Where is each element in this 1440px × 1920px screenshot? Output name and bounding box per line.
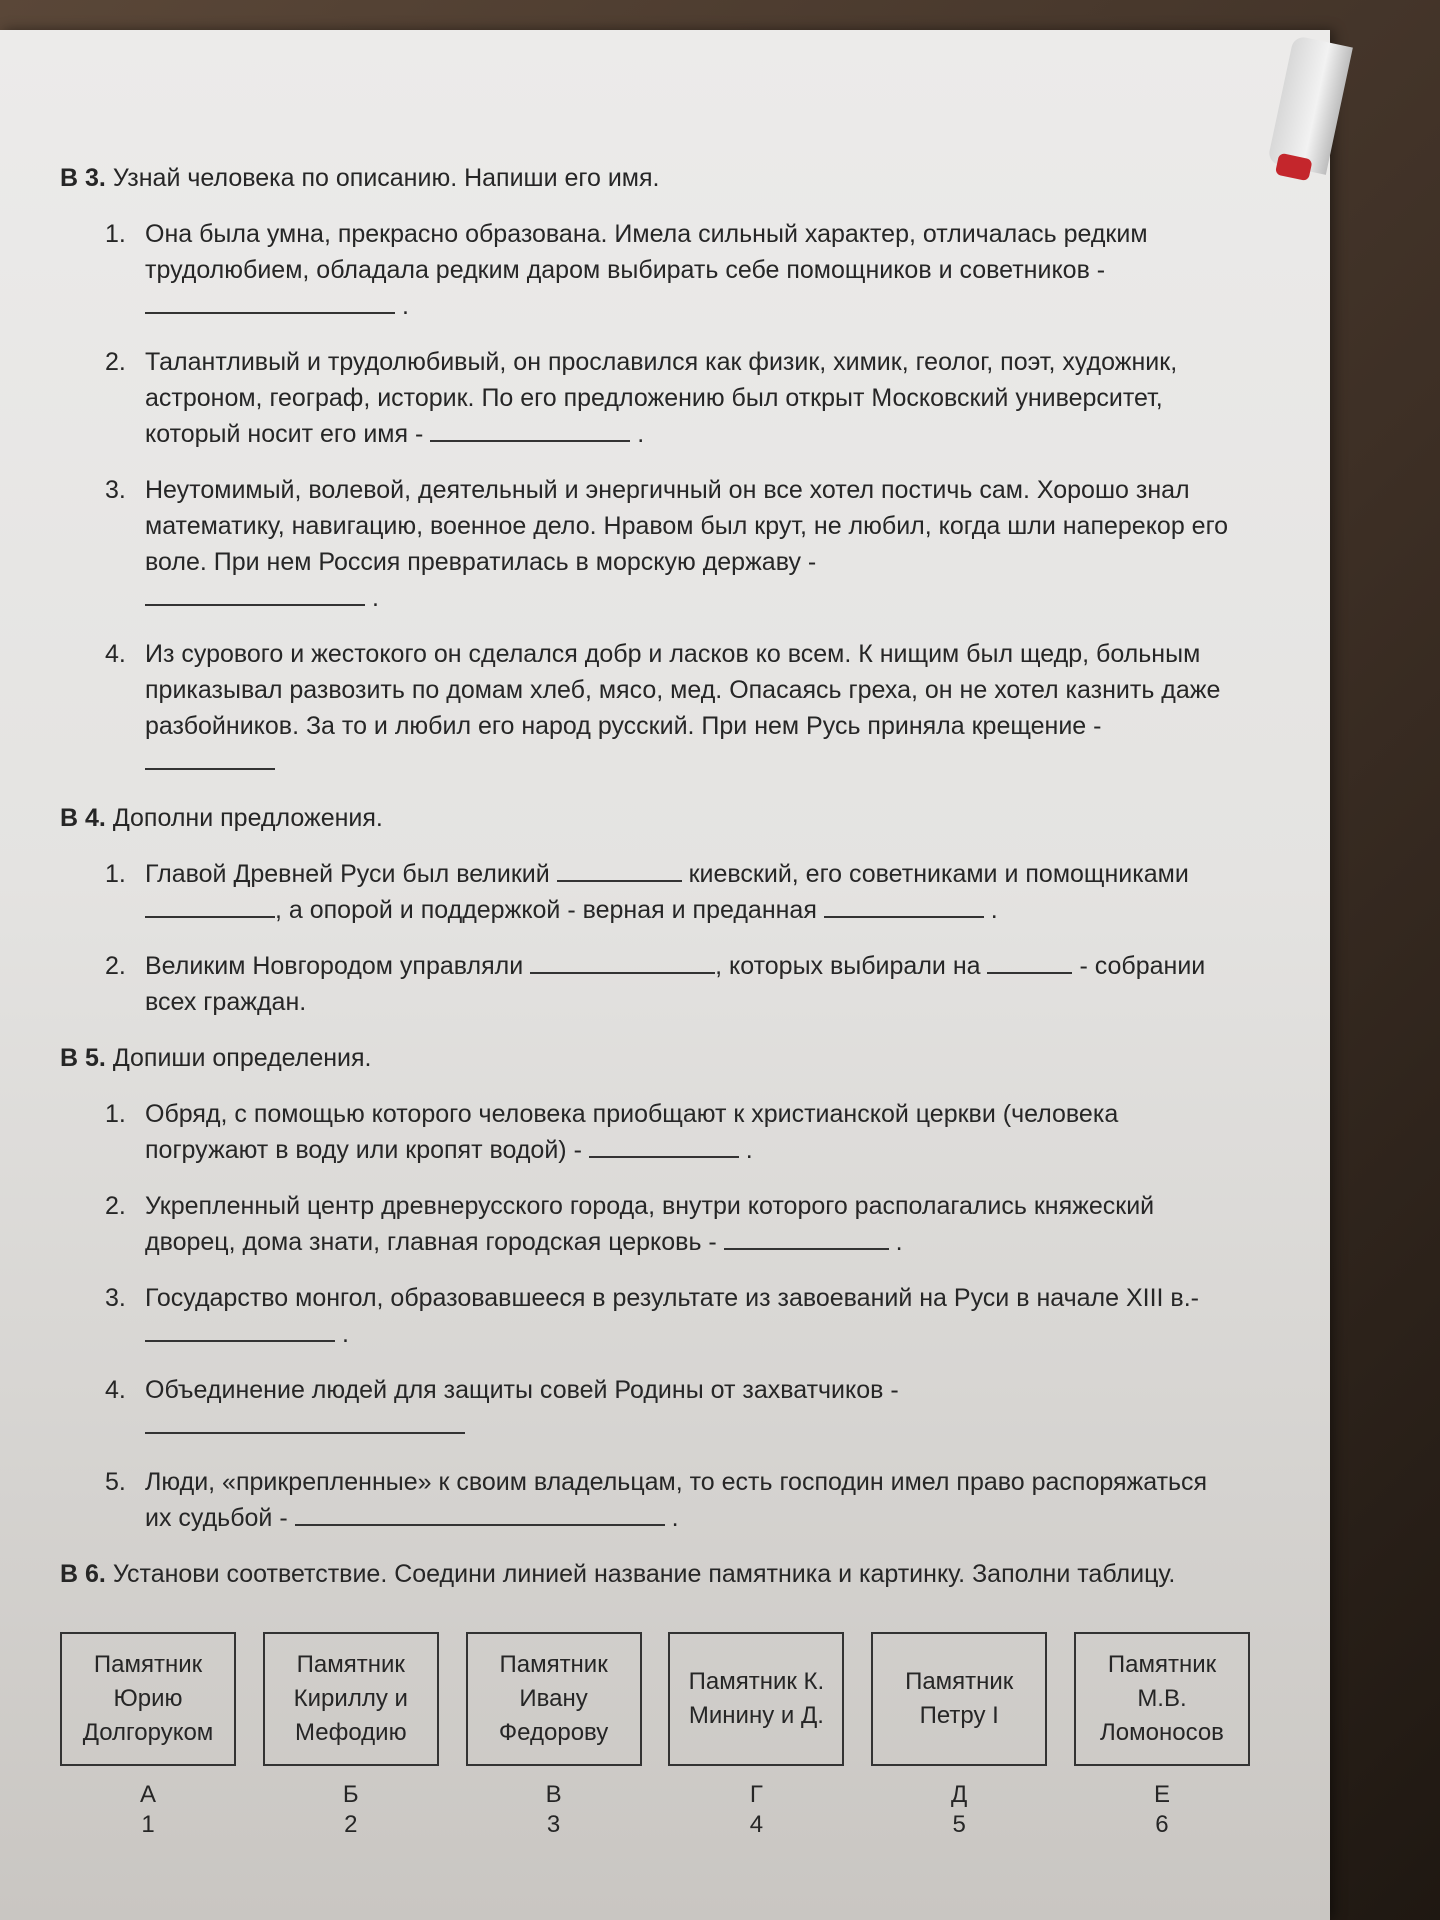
marker-pen <box>1267 35 1353 175</box>
section-b5-heading: В 5. Допиши определения. <box>60 1044 372 1072</box>
list-item: 3. Государство монгол, образовавшееся в результате из завоеваний на Руси в начале XIII в.- . <box>105 1284 1199 1348</box>
list-item: 3. Неутомимый, волевой, деятельный и энергичный он все хотел постичь сам. Хорошо знал математику, навигацию, военное дело. Нравом был крут, не любил, когда шли наперекор его воле. При нем Россия превратилась в морскую державу - . <box>105 476 1229 612</box>
monument-item: Памятник Кириллу и Мефодию Б 2 <box>263 1632 439 1840</box>
section-b3 <box>60 160 1230 780</box>
list-item: 5. Люди, «прикрепленные» к своим владельцам, то есть господин имел право распоряжаться их судьбой - . <box>105 1468 1208 1532</box>
section-b4 <box>60 800 1230 1020</box>
list-item: 1. Она была умна, прекрасно образована. Имела сильный характер, отличалась редким трудолюбием, обладала редким даром выбирать себе помощников и советников - . <box>105 220 1148 320</box>
answer-blank[interactable] <box>145 582 365 606</box>
section-b4-heading: В 4. Дополни предложения. <box>60 804 383 832</box>
answer-blank[interactable] <box>589 1134 739 1158</box>
answer-blank[interactable] <box>724 1226 889 1250</box>
answer-blank[interactable] <box>145 746 275 770</box>
section-b6 <box>60 1556 1230 1840</box>
list-item: 2. Великим Новгородом управляли , которых выбирали на - собрании всех граждан. <box>105 952 1206 1016</box>
monument-box[interactable]: Памятник Юрию Долгоруком <box>60 1632 236 1766</box>
monument-box[interactable]: Памятник Ивану Федорову <box>466 1632 642 1766</box>
monument-item: Памятник Петру I Д 5 <box>871 1632 1047 1840</box>
worksheet-paper <box>0 30 1330 1920</box>
list-item: 2. Укрепленный центр древнерусского города, внутри которого располагались княжеский дворец, дома знати, главная городская церковь - . <box>105 1192 1155 1256</box>
list-item: 1. Главой Древней Руси был великий киевский, его советниками и помощниками , а опорой и поддержкой - верная и преданная . <box>105 860 1189 924</box>
answer-blank[interactable] <box>145 1410 465 1434</box>
answer-blank[interactable] <box>824 894 984 918</box>
section-b3-heading: В 3. Узнай человека по описанию. Напиши его имя. <box>60 164 660 192</box>
answer-blank[interactable] <box>430 418 630 442</box>
monument-item: Памятник Юрию Долгоруком А 1 <box>60 1632 236 1840</box>
worksheet-content <box>60 160 1230 1840</box>
answer-blank[interactable] <box>557 858 682 882</box>
monument-box[interactable]: Памятник Петру I <box>871 1632 1047 1766</box>
section-b5 <box>60 1040 1230 1536</box>
section-b4-list <box>60 856 1230 1020</box>
list-item: 1. Обряд, с помощью которого человека приобщают к христианской церкви (человека погружают в воду или кропят водой) - . <box>105 1100 1119 1164</box>
list-item: 4. Из сурового и жестокого он сделался добр и ласков ко всем. К нищим был щедр, больным приказывал развозить по домам хлеб, мясо, мед. Опасаясь греха, он не хотел казнить даже разбойников. За то и любил его народ русский. При нем Русь приняла крещение - <box>60 636 1230 780</box>
section-b6-heading: В 6. Установи соответствие. Соедини линией название памятника и картинку. Заполни таблицу. <box>60 1560 1176 1588</box>
answer-blank[interactable] <box>987 950 1072 974</box>
monument-item: Памятник Ивану Федорову В 3 <box>466 1632 642 1840</box>
list-item: 4. Объединение людей для защиты совей Родины от захватчиков - <box>60 1372 1230 1444</box>
monument-row <box>60 1632 1250 1840</box>
monument-item: Памятник М.В. Ломоносов Е 6 <box>1074 1632 1250 1840</box>
answer-blank[interactable] <box>145 290 395 314</box>
monument-box[interactable]: Памятник Кириллу и Мефодию <box>263 1632 439 1766</box>
section-b3-list <box>60 216 1230 780</box>
monument-item: Памятник К. Минину и Д. Г 4 <box>668 1632 844 1840</box>
monument-box[interactable]: Памятник К. Минину и Д. <box>668 1632 844 1766</box>
monument-box[interactable]: Памятник М.В. Ломоносов <box>1074 1632 1250 1766</box>
answer-blank[interactable] <box>145 1318 335 1342</box>
answer-blank[interactable] <box>145 894 275 918</box>
answer-blank[interactable] <box>295 1502 665 1526</box>
list-item: 2. Талантливый и трудолюбивый, он прославился как физик, химик, геолог, поэт, художник, астроном, географ, историк. По его предложению был открыт Московский университет, который носит его имя - . <box>105 348 1178 448</box>
section-b5-list <box>60 1096 1230 1536</box>
answer-blank[interactable] <box>530 950 715 974</box>
